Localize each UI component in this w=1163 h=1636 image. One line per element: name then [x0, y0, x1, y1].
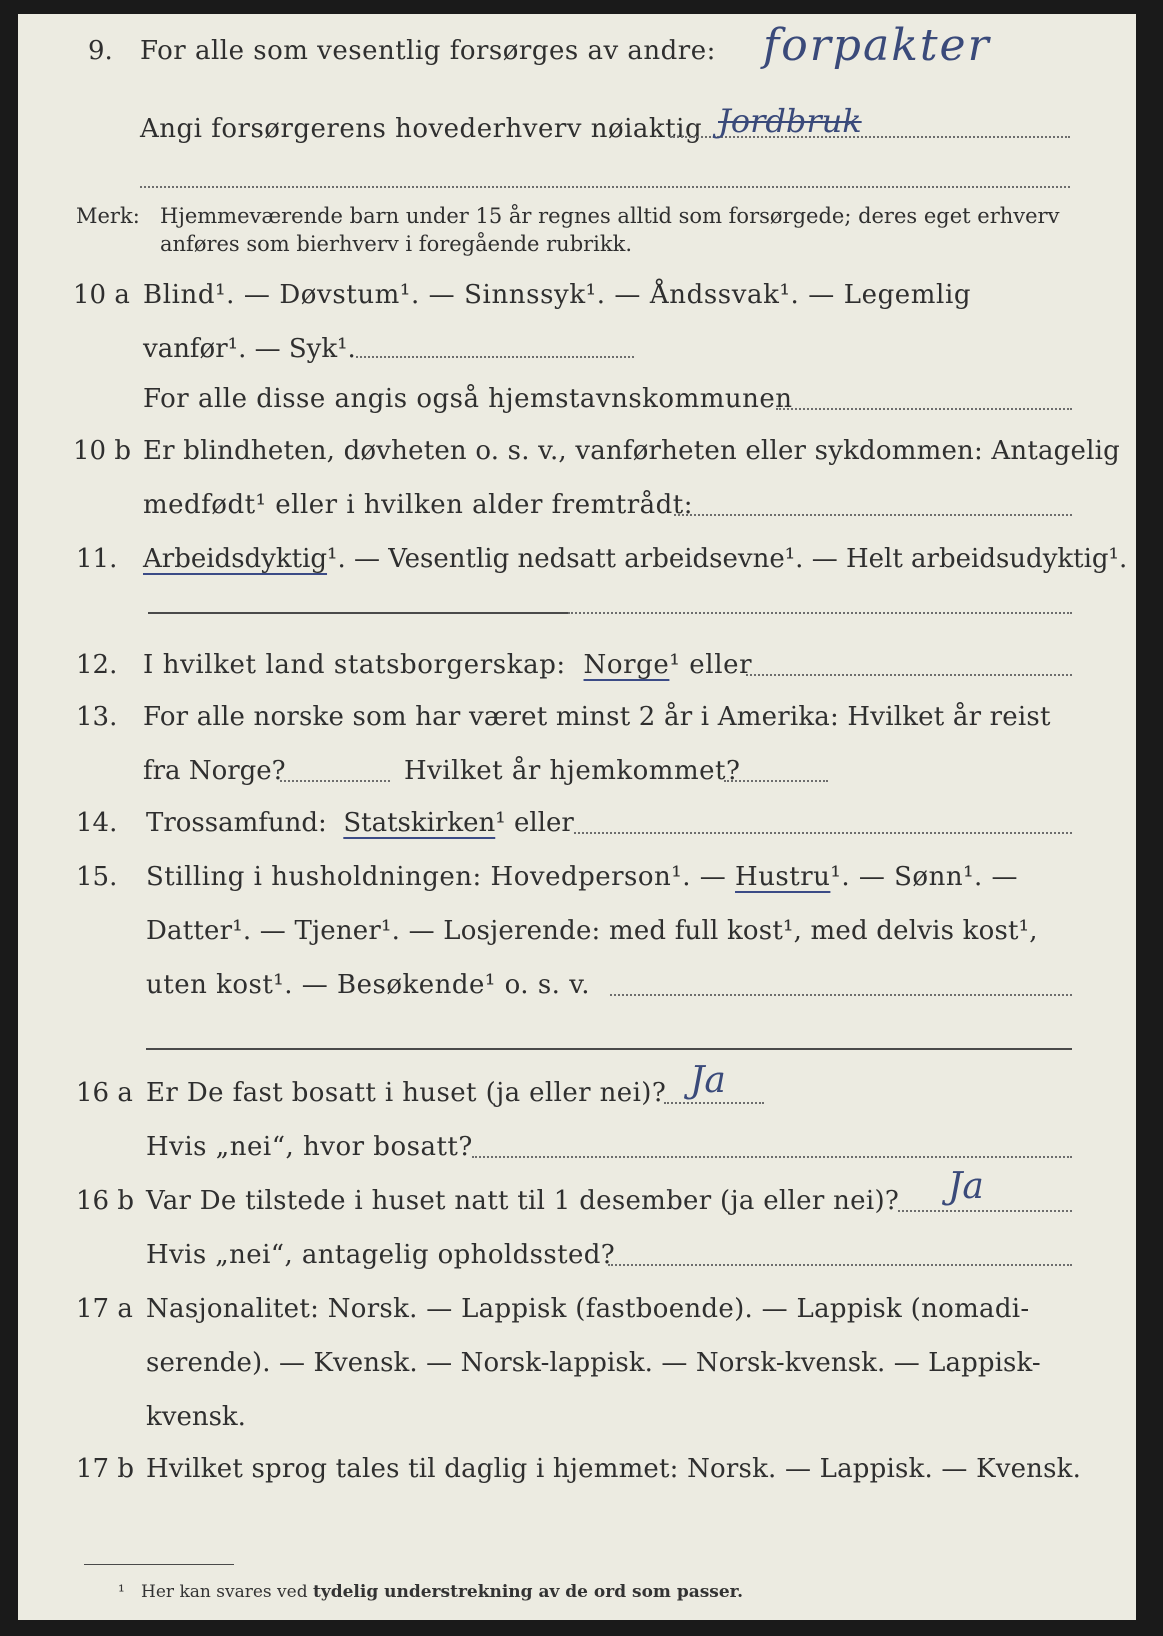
q16a-answer-line	[664, 1102, 764, 1104]
q10a-number: 10 a	[73, 280, 130, 310]
q12-number: 12.	[76, 650, 118, 680]
census-form-page	[18, 14, 1136, 1620]
q16b-line2: Hvis „nei“, antagelig opholdssted?	[146, 1240, 616, 1270]
footnote-text: Her kan svares ved	[141, 1582, 308, 1602]
q17a-line3: kvensk.	[146, 1402, 246, 1432]
merk-label: Merk:	[76, 204, 140, 228]
q16a-number: 16 a	[76, 1078, 133, 1108]
q13-number: 13.	[76, 702, 118, 732]
footnote	[118, 1582, 743, 1602]
q14-pre: Trossamfund:	[146, 808, 327, 838]
q16b-handwritten-answer: Ja	[948, 1166, 984, 1207]
q10a-home-line	[776, 408, 1072, 410]
q15-line1a: Stilling i husholdningen: Hovedperson¹. —	[146, 862, 727, 892]
q13-line2a: fra Norge?	[143, 756, 286, 786]
q15-line2: Datter¹. — Tjener¹. — Losjerende: med full kost¹, med delvis kost¹,	[146, 916, 1038, 946]
merk-line1: Hjemmeværende barn under 15 år regnes alltid som forsørgede; deres eget erhverv	[160, 204, 1060, 228]
q12-line	[143, 650, 752, 680]
q12-post: ¹ eller	[669, 650, 753, 680]
q9-number: 9.	[88, 36, 113, 66]
q17b-line1: Hvilket sprog tales til daglig i hjemmet: Norsk. — Lappisk. — Kvensk.	[146, 1454, 1082, 1484]
q13-left-year-line	[280, 780, 390, 782]
q13-line1: For alle norske som har været minst 2 år i Amerika: Hvilket år reist	[143, 702, 1051, 732]
q10a-line2: vanfør¹. — Syk¹.	[143, 334, 356, 364]
q10a-line1: Blind¹. — Døvstum¹. — Sinnssyk¹. — Åndssvak¹. — Legemlig	[143, 280, 972, 310]
q16b-answer-line	[898, 1210, 1072, 1212]
q11-underlined-answer: Arbeidsdyktig	[143, 544, 328, 574]
q10b-number: 10 b	[73, 436, 131, 466]
q9-extra-line	[140, 186, 1070, 188]
q16a-handwritten-answer: Ja	[690, 1060, 726, 1101]
q10a-sick-line	[356, 356, 634, 358]
q15-line1	[146, 862, 1018, 892]
q12-underlined-answer: Norge	[583, 650, 670, 680]
q12-pre: I hvilket land statsborgerskap:	[143, 650, 566, 680]
q16b-place-line	[608, 1264, 1072, 1266]
q14-underlined-answer: Statskirken	[343, 808, 496, 838]
q16a-line2: Hvis „nei“, hvor bosatt?	[146, 1132, 473, 1162]
q13-line2b: Hvilket år hjemkommet?	[404, 756, 741, 786]
q14-other-line	[574, 832, 1072, 834]
q11-rest: ¹. — Vesentlig nedsatt arbeidsevne¹. — Helt arbeidsudyktig¹.	[327, 544, 1128, 574]
q10b-line2: medfødt¹ eller i hvilken alder fremtrådt:	[143, 490, 693, 520]
q15-underlined-answer: Hustru	[735, 862, 831, 892]
q16a-where-line	[472, 1156, 1072, 1158]
q10b-age-line	[674, 514, 1072, 516]
q9-line2: Angi forsørgerens hovederhverv nøiaktig	[140, 114, 703, 144]
footnote-mark: ¹	[118, 1582, 125, 1602]
q11-number: 11.	[76, 544, 118, 574]
q14-line	[146, 808, 574, 838]
q15-other-line	[610, 994, 1072, 996]
q14-number: 14.	[76, 808, 118, 838]
q15-number: 15.	[76, 862, 118, 892]
footnote-rule	[84, 1564, 234, 1565]
q11-rule-left	[148, 612, 568, 614]
q15-line1b: ¹. — Sønn¹. —	[830, 862, 1019, 892]
q17b-number: 17 b	[76, 1454, 134, 1484]
q17a-number: 17 a	[76, 1294, 133, 1324]
q13-return-year-line	[724, 780, 828, 782]
merk-line2: anføres som bierhverv i foregående rubrikk.	[160, 232, 633, 256]
q10b-line1: Er blindheten, døvheten o. s. v., vanførheten eller sykdommen: Antagelig	[143, 436, 1120, 466]
q12-other-line	[746, 674, 1072, 676]
q11-rule-right	[568, 612, 1072, 614]
q9-handwritten-answer: Jordbruk	[718, 102, 862, 140]
q11-line	[143, 544, 1127, 574]
q9-handwritten-note: forpakter	[763, 20, 991, 71]
q16a-line1: Er De fast bosatt i huset (ja eller nei)?	[146, 1078, 667, 1108]
footnote-bold-text: tydelig understrekning av de ord som passer.	[312, 1582, 743, 1602]
q17a-line1: Nasjonalitet: Norsk. — Lappisk (fastboende). — Lappisk (nomadi-	[146, 1294, 1030, 1324]
q10a-line3: For alle disse angis også hjemstavnskommunen	[143, 384, 793, 414]
q15-line3: uten kost¹. — Besøkende¹ o. s. v.	[146, 970, 591, 1000]
q17a-line2: serende). — Kvensk. — Norsk-lappisk. — Norsk-kvensk. — Lappisk-	[146, 1348, 1041, 1378]
q16b-line1: Var De tilstede i huset natt til 1 desember (ja eller nei)?	[146, 1186, 900, 1216]
q9-line1: For alle som vesentlig forsørges av andre:	[140, 36, 716, 66]
q15-rule	[146, 1048, 1072, 1050]
q16b-number: 16 b	[76, 1186, 134, 1216]
q14-post: ¹ eller	[495, 808, 574, 838]
